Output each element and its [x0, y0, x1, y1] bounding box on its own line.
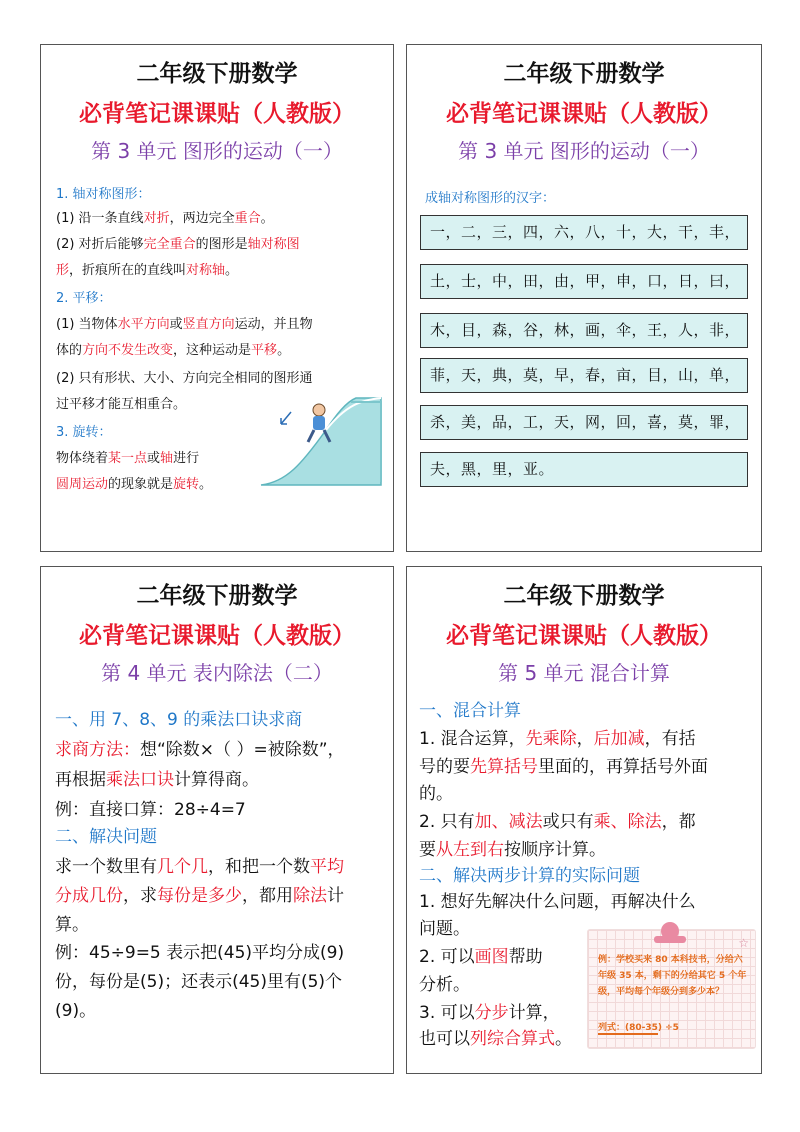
text-line: (1) 沿一条直线对折，两边完全重合。 [56, 211, 274, 226]
section-heading: 一、混合计算 [419, 701, 521, 721]
text-line: 问题。 [419, 919, 470, 939]
section-heading: 二、解决问题 [55, 827, 157, 847]
text-line: (1) 当物体水平方向或竖直方向运动，并且物 [56, 317, 313, 332]
slide-illustration [256, 390, 386, 490]
note-card-unit5-mixed-calculation [406, 566, 762, 1074]
text-line: 的。 [419, 784, 453, 804]
section-heading: 2. 平移： [56, 291, 112, 306]
text-line: 1. 混合运算，先乘除，后加减，有括 [419, 729, 696, 749]
unit-title: 第 4 单元 表内除法（二） [101, 661, 333, 685]
note-text: 例：学校买来 80 本科技书，分给六年级 35 本，剩下的分给其它 5 个年级，平均每个年级分到多少本？ [598, 955, 747, 997]
text-line: 号的要先算括号里面的，再算括号外面 [419, 757, 708, 777]
text-line: 算。 [55, 915, 89, 935]
card-title: 二年级下册数学 [136, 583, 298, 609]
note-card-unit4-division [40, 566, 394, 1074]
character-row: 夫，黑，里，亚。 [420, 452, 748, 487]
note-card-symmetric-characters [406, 44, 762, 552]
card-subtitle: 必背笔记课课贴（人教版） [446, 623, 722, 649]
star-icon: ☆ [738, 936, 749, 950]
character-row: 木，目，森，谷，林，画，伞，王，人，非， [420, 313, 748, 348]
text-line: 1. 想好先解决什么问题，再解决什么 [419, 892, 696, 912]
text-line: 再根据乘法口诀计算得商。 [55, 770, 259, 790]
section-heading: 二、解决两步计算的实际问题 [419, 866, 640, 886]
text-line: 物体绕着某一点或轴进行 [56, 451, 200, 466]
clip-bar [654, 936, 686, 943]
text-line: 形，折痕所在的直线叫对称轴。 [56, 263, 239, 278]
character-row: 一，二，三，四，六，八，十，大，干，丰， [420, 215, 748, 250]
text-line: 也可以列综合算式。 [419, 1029, 572, 1049]
formula-underline [598, 1033, 658, 1035]
section-heading: 成轴对称图形的汉字： [425, 191, 556, 206]
text-line: 求一个数里有几个几，和把一个数平均 [55, 857, 344, 877]
unit-title: 第 3 单元 图形的运动（一） [458, 139, 710, 163]
text-line: 要从左到右按顺序计算。 [419, 840, 606, 860]
text-line: 分成几份，求每份是多少，都用除法计 [55, 886, 344, 906]
text-line: 圆周运动的现象就是旋转。 [56, 477, 213, 492]
card-subtitle: 必背笔记课课贴（人教版） [446, 101, 722, 127]
section-heading: 1. 轴对称图形： [56, 187, 151, 202]
text-line: 例：45÷9=5 表示把(45)平均分成(9) [55, 943, 345, 963]
text-line: (9)。 [55, 1001, 97, 1021]
text-line: (2) 只有形状、大小、方向完全相同的图形通 [56, 371, 313, 386]
card-subtitle: 必背笔记课课贴（人教版） [79, 623, 355, 649]
unit-title: 第 5 单元 混合计算 [498, 661, 670, 685]
text-line: 过平移才能互相重合。 [56, 397, 187, 412]
example-sticky-note [587, 929, 756, 1049]
text-line: 2. 可以画图帮助 [419, 947, 543, 967]
character-row: 土，士，中，田，由，甲，申，口，日，曰， [420, 264, 748, 299]
card-title: 二年级下册数学 [503, 61, 665, 87]
character-row: 杀，美，品，工，天，网，回，喜，莫，罪， [420, 405, 748, 440]
card-title: 二年级下册数学 [503, 583, 665, 609]
text-line: 份，每份是(5)；还表示(45)里有(5)个 [55, 972, 343, 992]
text-line: 2. 只有加、减法或只有乘、除法，都 [419, 812, 696, 832]
text-line: 3. 可以分步计算， [419, 1003, 560, 1023]
unit-title: 第 3 单元 图形的运动（一） [91, 139, 343, 163]
note-formula: 列式：(80-35) ÷5 [598, 1023, 679, 1033]
text-line: (2) 对折后能够完全重合的图形是轴对称图 [56, 237, 300, 252]
text-line: 求商方法：想“除数×（ ）=被除数”， [55, 740, 345, 760]
character-row: 菲，天，典，莫，早，春，亩，目，山，单， [420, 358, 748, 393]
text-line: 分析。 [419, 975, 470, 995]
section-heading: 一、用 7、8、9 的乘法口诀求商 [55, 710, 303, 730]
note-card-unit3-motion [40, 44, 394, 552]
text-line: 例：直接口算：28÷4=7 [55, 800, 246, 820]
card-subtitle: 必背笔记课课贴（人教版） [79, 101, 355, 127]
text-line: 体的方向不发生改变，这种运动是平移。 [56, 343, 291, 358]
card-title: 二年级下册数学 [136, 61, 298, 87]
section-heading: 3. 旋转： [56, 425, 112, 440]
